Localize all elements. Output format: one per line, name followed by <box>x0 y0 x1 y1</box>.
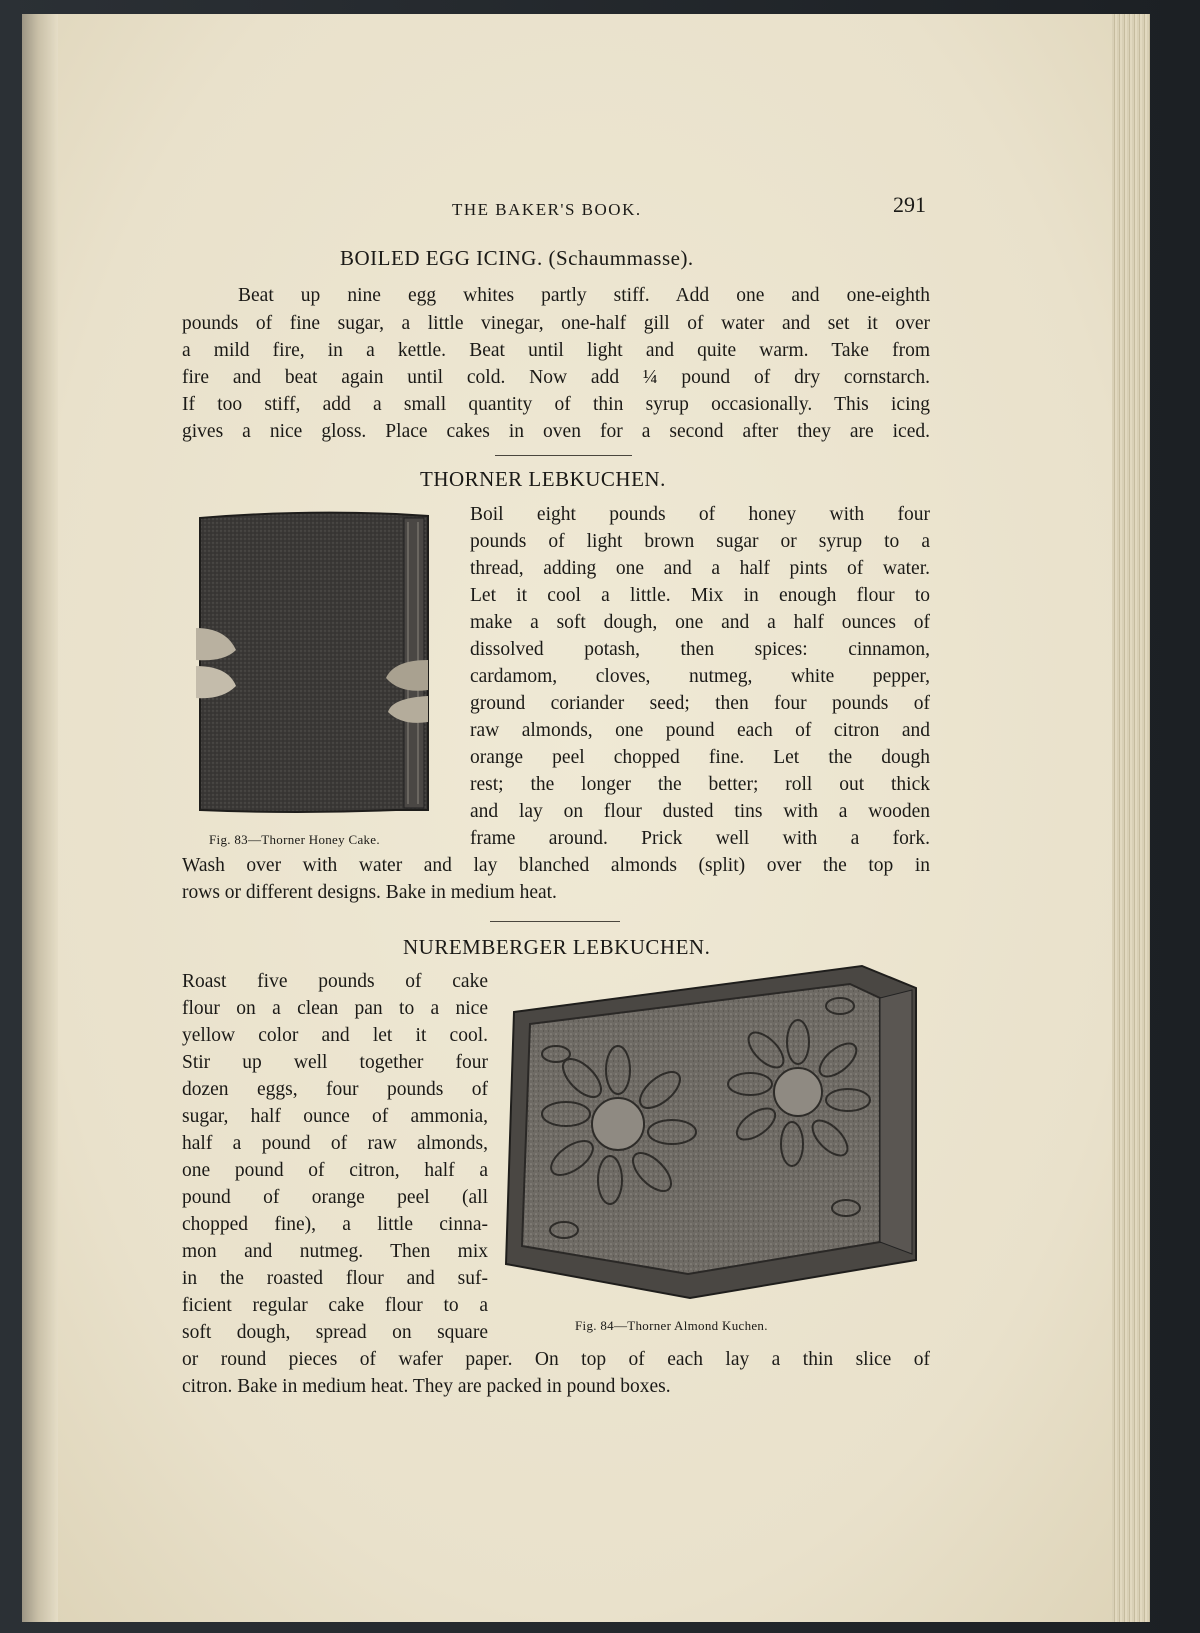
text-line: pounds of fine sugar, a little vinegar, one-half gill of water and set it over <box>182 313 930 334</box>
figure-84-caption: Fig. 84—Thorner Almond Kuchen. <box>575 1318 768 1333</box>
text-line: Roast five pounds of cake <box>182 971 488 992</box>
text-line: Wash over with water and lay blanched almonds (split) over the top in <box>182 855 930 876</box>
figure-83-caption: Fig. 83—Thorner Honey Cake. <box>209 832 380 847</box>
text-line: soft dough, spread on square <box>182 1322 488 1343</box>
text-line: fire and beat again until cold. Now add ¼ pound of dry cornstarch. <box>182 367 930 388</box>
text-line: gives a nice gloss. Place cakes in oven for a second after they are iced. <box>182 421 930 442</box>
running-head: THE BAKER'S BOOK. <box>452 200 642 219</box>
almond-kuchen-illustration <box>500 962 918 1310</box>
text-line: citron. Bake in medium heat. They are packed in pound boxes. <box>182 1376 671 1397</box>
text-line: ground coriander seed; then four pounds of <box>470 693 930 714</box>
text-line: mon and nutmeg. Then mix <box>182 1241 488 1262</box>
text-line: in the roasted flour and suf- <box>182 1268 488 1289</box>
text-line: pounds of light brown sugar or syrup to a <box>470 531 930 552</box>
section-heading-boiled-egg-icing: BOILED EGG ICING. (Schaummasse). <box>340 246 694 270</box>
text-line: Stir up well together four <box>182 1052 488 1073</box>
text-line: a mild fire, in a kettle. Beat until light and quite warm. Take from <box>182 340 930 361</box>
section-heading-thorner-lebkuchen: THORNER LEBKUCHEN. <box>420 467 666 491</box>
text-line: flour on a clean pan to a nice <box>182 998 488 1019</box>
text-line: Beat up nine egg whites partly stiff. Add one and one-eighth <box>238 285 930 306</box>
text-line: half a pound of raw almonds, <box>182 1133 488 1154</box>
text-line: or round pieces of wafer paper. On top of each lay a thin slice of <box>182 1349 930 1370</box>
text-line: ficient regular cake flour to a <box>182 1295 488 1316</box>
text-line: chopped fine), a little cinna- <box>182 1214 488 1235</box>
text-line: dissolved potash, then spices: cinnamon, <box>470 639 930 660</box>
honey-cake-illustration <box>196 510 432 814</box>
text-line: cardamom, cloves, nutmeg, white pepper, <box>470 666 930 687</box>
figure-84-almond-kuchen <box>500 962 918 1310</box>
page-number: 291 <box>893 192 926 217</box>
page-edge-stack <box>1112 14 1150 1622</box>
section-divider <box>490 921 620 922</box>
text-line: orange peel chopped fine. Let the dough <box>470 747 930 768</box>
page-gutter <box>22 14 58 1622</box>
text-line: Let it cool a little. Mix in enough flour to <box>470 585 930 606</box>
section-heading-nuremberger-lebkuchen: NUREMBERGER LEBKUCHEN. <box>403 935 711 959</box>
text-line: rows or different designs. Bake in medium heat. <box>182 882 557 903</box>
section-divider <box>495 455 632 456</box>
text-line: and lay on flour dusted tins with a wooden <box>470 801 930 822</box>
text-line: rest; the longer the better; roll out thick <box>470 774 930 795</box>
text-line: pound of orange peel (all <box>182 1187 488 1208</box>
figure-83-honey-cake <box>196 510 432 814</box>
text-line: sugar, half ounce of ammonia, <box>182 1106 488 1127</box>
text-line: one pound of citron, half a <box>182 1160 488 1181</box>
text-line: frame around. Prick well with a fork. <box>470 828 930 849</box>
text-line: raw almonds, one pound each of citron and <box>470 720 930 741</box>
text-line: make a soft dough, one and a half ounces of <box>470 612 930 633</box>
text-line: Boil eight pounds of honey with four <box>470 504 930 525</box>
text-line: yellow color and let it cool. <box>182 1025 488 1046</box>
text-line: If too stiff, add a small quantity of thin syrup occasionally. This icing <box>182 394 930 415</box>
text-line: thread, adding one and a half pints of water. <box>470 558 930 579</box>
text-line: dozen eggs, four pounds of <box>182 1079 488 1100</box>
